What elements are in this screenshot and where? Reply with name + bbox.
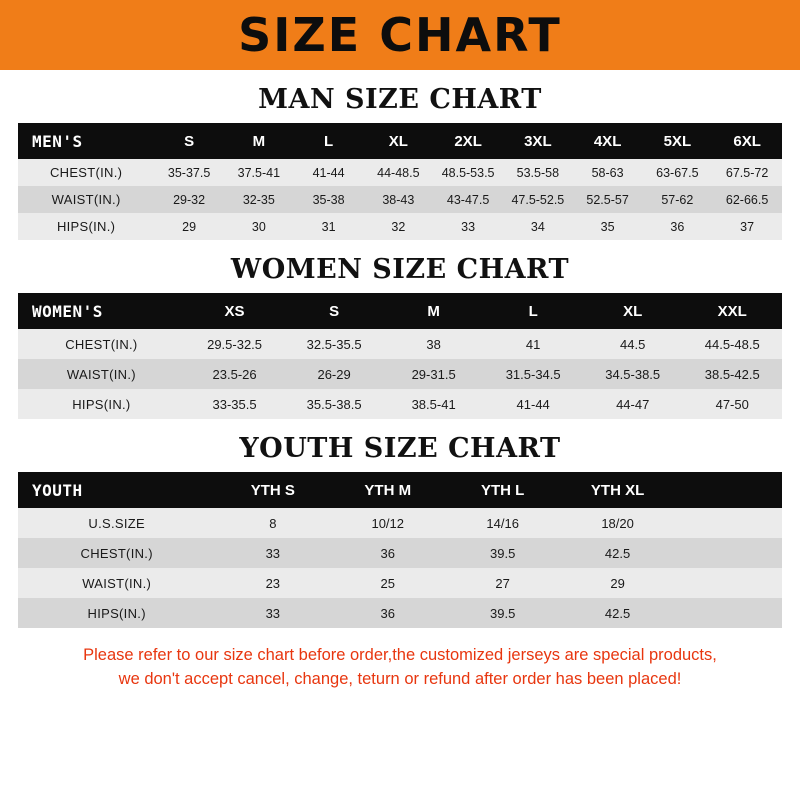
youth-table-header [18,472,782,508]
women-header-l: L [483,293,583,329]
youth-table-body [18,508,782,628]
table-cell: 32.5-35.5 [284,329,384,359]
table-row [18,186,782,213]
women-table-header [18,293,782,329]
page-banner [0,0,800,70]
table-header-row [18,293,782,329]
table-cell-empty [675,508,782,538]
men-header-4xl: 4XL [573,123,643,159]
table-cell: 35.5-38.5 [284,389,384,419]
youth-header-m: YTH M [330,472,445,508]
women-header-label: WOMEN'S [18,293,185,329]
table-row [18,329,782,359]
table-cell: 33 [215,598,330,628]
youth-row-label-hips: HIPS(IN.) [18,598,215,628]
men-header-m: M [224,123,294,159]
table-cell: 52.5-57 [573,186,643,213]
table-cell: 53.5-58 [503,159,573,186]
men-header-3xl: 3XL [503,123,573,159]
section-title-men: MAN SIZE CHART [258,84,542,115]
table-cell: 32-35 [224,186,294,213]
table-cell: 30 [224,213,294,240]
youth-row-label-waist: WAIST(IN.) [18,568,215,598]
youth-header-s: YTH S [215,472,330,508]
men-row-label-waist: WAIST(IN.) [18,186,154,213]
women-row-label-hips: HIPS(IN.) [18,389,185,419]
table-cell: 47-50 [682,389,782,419]
youth-header-spacer [675,472,782,508]
youth-row-label-chest: CHEST(IN.) [18,538,215,568]
men-size-table [18,123,782,240]
table-cell: 47.5-52.5 [503,186,573,213]
men-header-5xl: 5XL [642,123,712,159]
table-row [18,213,782,240]
table-cell: 23.5-26 [185,359,285,389]
table-cell: 39.5 [445,538,560,568]
table-cell: 26-29 [284,359,384,389]
table-cell: 48.5-53.5 [433,159,503,186]
table-cell-empty [675,568,782,598]
women-row-label-waist: WAIST(IN.) [18,359,185,389]
table-cell-empty [675,598,782,628]
table-header-row [18,123,782,159]
table-cell: 38-43 [363,186,433,213]
women-header-m: M [384,293,484,329]
table-cell: 67.5-72 [712,159,782,186]
men-header-6xl: 6XL [712,123,782,159]
men-header-label: MEN'S [18,123,154,159]
table-cell: 29.5-32.5 [185,329,285,359]
table-cell: 38.5-42.5 [682,359,782,389]
men-header-2xl: 2XL [433,123,503,159]
women-table-body [18,329,782,419]
table-cell: 39.5 [445,598,560,628]
women-size-table [18,293,782,419]
chart-content [0,84,800,692]
table-cell: 35-37.5 [154,159,224,186]
table-cell: 38 [384,329,484,359]
table-cell: 32 [363,213,433,240]
women-row-label-chest: CHEST(IN.) [18,329,185,359]
table-cell: 44.5-48.5 [682,329,782,359]
table-cell: 31.5-34.5 [483,359,583,389]
youth-header-l: YTH L [445,472,560,508]
section-title-youth: YOUTH SIZE CHART [239,433,561,464]
section-title-women: WOMEN SIZE CHART [230,254,570,285]
table-cell: 41-44 [483,389,583,419]
table-cell: 44-48.5 [363,159,433,186]
youth-header-xl: YTH XL [560,472,675,508]
table-cell: 14/16 [445,508,560,538]
table-cell: 36 [330,598,445,628]
table-cell: 42.5 [560,598,675,628]
women-header-s: S [284,293,384,329]
table-cell: 44-47 [583,389,683,419]
table-cell: 42.5 [560,538,675,568]
table-cell: 34.5-38.5 [583,359,683,389]
youth-size-table [18,472,782,628]
table-cell: 41-44 [294,159,364,186]
table-cell: 43-47.5 [433,186,503,213]
women-header-xs: XS [185,293,285,329]
table-row [18,538,782,568]
table-cell: 35 [573,213,643,240]
youth-row-label-ussize: U.S.SIZE [18,508,215,538]
table-cell: 8 [215,508,330,538]
youth-header-label: YOUTH [18,472,215,508]
table-cell: 29 [154,213,224,240]
men-row-label-hips: HIPS(IN.) [18,213,154,240]
table-cell: 38.5-41 [384,389,484,419]
table-row [18,508,782,538]
table-cell: 18/20 [560,508,675,538]
table-header-row [18,472,782,508]
table-row [18,359,782,389]
table-cell: 33 [215,538,330,568]
footer-disclaimer [18,644,782,692]
men-row-label-chest: CHEST(IN.) [18,159,154,186]
table-cell: 29-32 [154,186,224,213]
table-cell: 10/12 [330,508,445,538]
table-cell: 37.5-41 [224,159,294,186]
table-cell: 41 [483,329,583,359]
men-header-l: L [294,123,364,159]
table-cell: 23 [215,568,330,598]
table-cell: 62-66.5 [712,186,782,213]
table-cell: 33 [433,213,503,240]
table-cell: 33-35.5 [185,389,285,419]
table-row [18,598,782,628]
table-cell: 25 [330,568,445,598]
men-header-s: S [154,123,224,159]
women-header-xl: XL [583,293,683,329]
table-row [18,389,782,419]
table-cell: 36 [330,538,445,568]
footer-line-2: we don't accept cancel, change, teturn or refund after order has been placed! [118,669,682,688]
table-cell: 57-62 [642,186,712,213]
table-cell: 34 [503,213,573,240]
women-header-xxl: XXL [682,293,782,329]
table-cell: 35-38 [294,186,364,213]
table-cell-empty [675,538,782,568]
page-title: SIZE CHART [238,8,562,62]
table-cell: 58-63 [573,159,643,186]
men-table-header [18,123,782,159]
table-row [18,568,782,598]
table-cell: 31 [294,213,364,240]
table-cell: 29-31.5 [384,359,484,389]
table-row [18,159,782,186]
footer-line-1: Please refer to our size chart before order,the customized jerseys are special products, [83,646,717,664]
table-cell: 37 [712,213,782,240]
table-cell: 44.5 [583,329,683,359]
men-table-body [18,159,782,240]
men-header-xl: XL [363,123,433,159]
table-cell: 27 [445,568,560,598]
table-cell: 63-67.5 [642,159,712,186]
table-cell: 36 [642,213,712,240]
table-cell: 29 [560,568,675,598]
